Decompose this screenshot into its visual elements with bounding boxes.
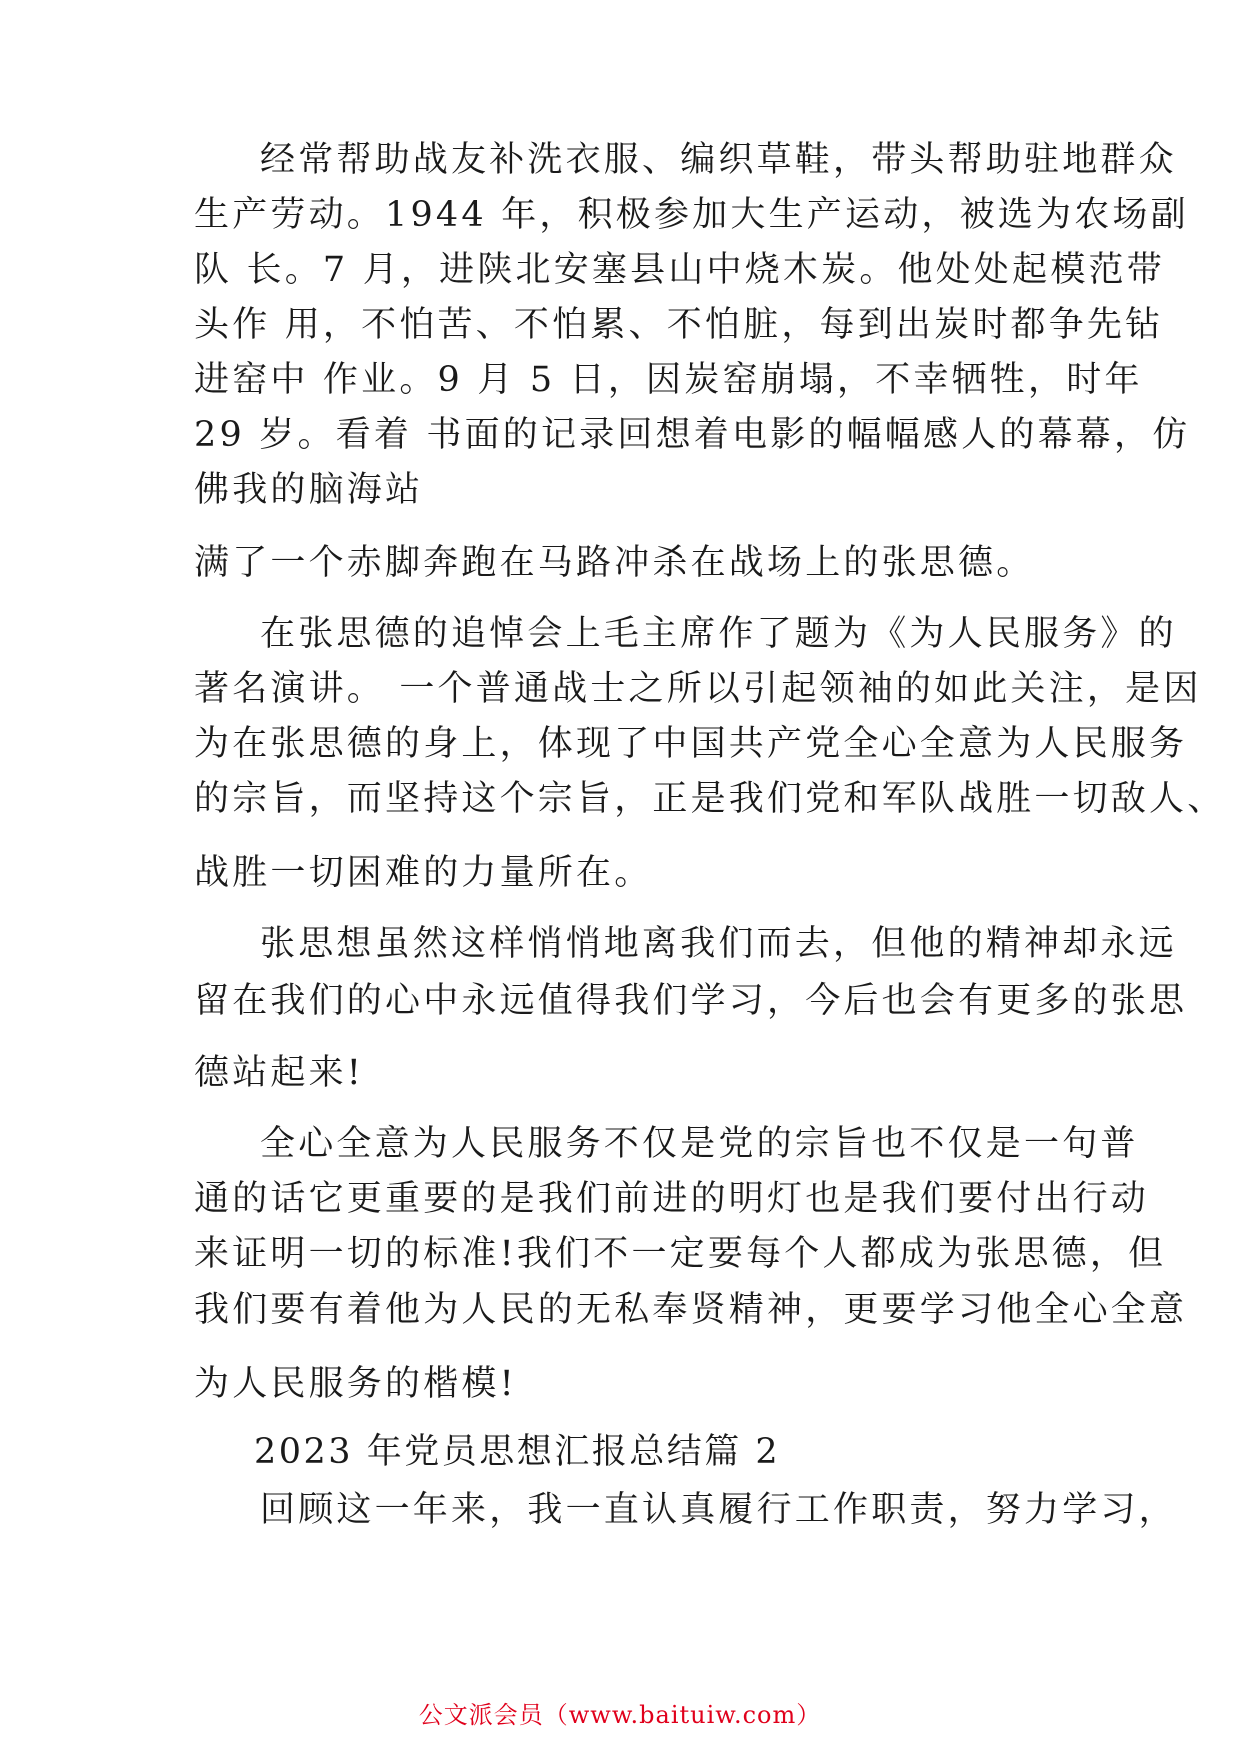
paragraph-line: 进窑中 作业。9 月 5 日，因炭窑崩塌，不幸牺牲，时年 (194, 360, 1143, 400)
paragraph-line: 为人民服务的楷模! (194, 1364, 517, 1404)
paragraph-line: 满了一个赤脚奔跑在马路冲杀在战场上的张思德。 (194, 543, 1035, 583)
paragraph-line: 队 长。7 月，进陕北安塞县山中烧木炭。他处处起模范带 (194, 250, 1165, 290)
paragraph-line: 头作 用，不怕苦、不怕累、不怕脏，每到出炭时都争先钻 (194, 305, 1164, 345)
paragraph-line: 通的话它更重要的是我们前进的明灯也是我们要付出行动 (194, 1179, 1150, 1219)
paragraph-line: 全心全意为人民服务不仅是党的宗旨也不仅是一句普 (260, 1124, 1139, 1164)
paragraph-line: 张思想虽然这样悄悄地离我们而去，但他的精神却永远 (260, 924, 1177, 964)
paragraph-line: 生产劳动。1944 年，积极参加大生产运动，被选为农场副 (194, 195, 1189, 235)
paragraph-line: 的宗旨，而坚持这个宗旨，正是我们党和军队战胜一切敌人、 (194, 779, 1226, 819)
paragraph-line: 战胜一切困难的力量所在。 (194, 853, 653, 893)
paragraph-line: 经常帮助战友补洗衣服、编织草鞋，带头帮助驻地群众 (260, 140, 1177, 180)
footer-watermark: 公文派会员（www.baituiw.com） (418, 1701, 822, 1729)
paragraph-line: 留在我们的心中永远值得我们学习，今后也会有更多的张思 (194, 981, 1188, 1021)
paragraph-line: 德站起来! (194, 1053, 365, 1093)
paragraph-line: 29 岁。看着 书面的记录回想着电影的幅幅感人的幕幕，仿 (194, 415, 1191, 455)
paragraph-line: 来证明一切的标准!我们不一定要每个人都成为张思德，但 (194, 1234, 1167, 1274)
paragraph-line: 在张思德的追悼会上毛主席作了题为《为人民服务》的 (260, 614, 1177, 654)
paragraph-line: 回顾这一年来，我一直认真履行工作职责，努力学习， (260, 1490, 1177, 1530)
paragraph-line: 著名演讲。 一个普通战士之所以引起领袖的如此关注，是因 (194, 669, 1202, 709)
paragraph-line: 为在张思德的身上，体现了中国共产党全心全意为人民服务 (194, 724, 1188, 764)
paragraph-line: 佛我的脑海站 (194, 470, 424, 510)
section-heading: 2023 年党员思想汇报总结篇 2 (254, 1432, 781, 1472)
paragraph-line: 我们要有着他为人民的无私奉贤精神，更要学习他全心全意 (194, 1290, 1188, 1330)
